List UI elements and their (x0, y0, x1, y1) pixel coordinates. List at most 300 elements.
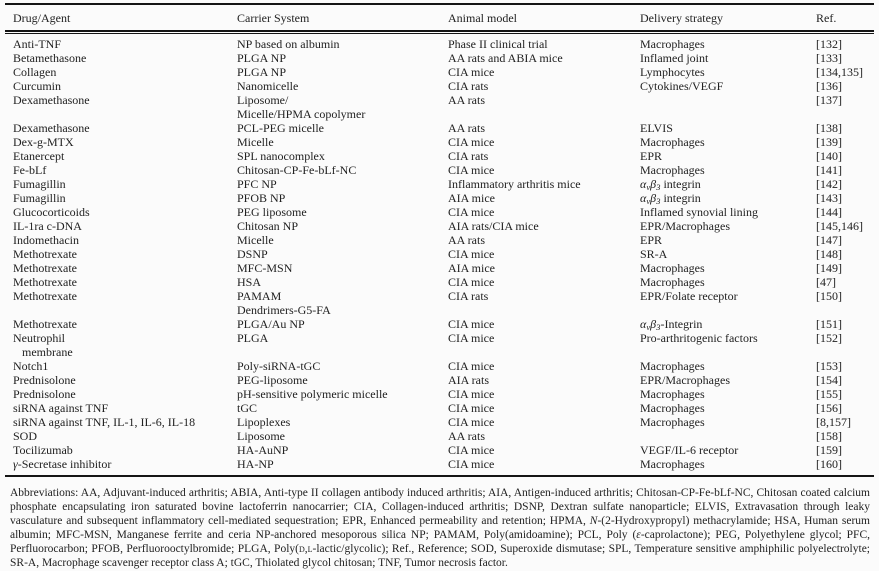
cell-line: [137] (816, 93, 842, 107)
cell-line: Betamethasone (13, 51, 87, 65)
cell-line: CIA mice (448, 401, 495, 415)
cell-ref (816, 163, 874, 177)
table-row (13, 219, 874, 233)
cell-line: AIA rats/CIA mice (448, 219, 539, 233)
cell-carrier-system (237, 149, 448, 163)
cell-carrier-system (237, 261, 448, 275)
cell-carrier-system (237, 37, 448, 51)
table-row (13, 317, 874, 331)
cell-line: SPL nanocomplex (237, 149, 325, 163)
cell-animal-model (448, 443, 640, 457)
cell-animal-model (448, 275, 640, 289)
cell-drug-agent (13, 275, 237, 289)
cell-ref (816, 121, 874, 135)
cell-drug-agent (13, 247, 237, 261)
cell-line: $\alpha_v\beta_3$ integrin (640, 177, 701, 193)
table-row (13, 37, 874, 51)
cell-line: Inflammatory arthritis mice (448, 177, 581, 191)
cell-line: [145,146] (816, 219, 863, 233)
cell-line: Methotrexate (13, 247, 77, 261)
cell-drug-agent (13, 149, 237, 163)
cell-line: Macrophages (640, 261, 705, 275)
cell-ref (816, 387, 874, 401)
cell-line: Curcumin (13, 79, 61, 93)
cell-line: tGC (237, 401, 258, 415)
cell-animal-model (448, 79, 640, 93)
cell-delivery-strategy (640, 387, 816, 401)
cell-ref (816, 401, 874, 415)
column-header-carrier-system: Carrier System (237, 11, 310, 25)
cell-line: pH-sensitive polymeric micelle (237, 387, 388, 401)
cell-line: [151] (816, 317, 842, 331)
cell-line: PFC NP (237, 177, 277, 191)
cell-line: Anti-TNF (13, 37, 61, 51)
cell-animal-model (448, 205, 640, 219)
cell-carrier-system (237, 121, 448, 135)
cell-line: [148] (816, 247, 842, 261)
cell-line: [143] (816, 191, 842, 205)
cell-line: AIA rats (448, 373, 489, 387)
cell-drug-agent (13, 373, 237, 387)
cell-line: Inflamed joint (640, 51, 709, 65)
cell-line: MFC-MSN (237, 261, 293, 275)
cell-delivery-strategy (640, 37, 816, 51)
table-body (5, 34, 874, 475)
cell-line: Methotrexate (13, 275, 77, 289)
cell-line: Phase II clinical trial (448, 37, 548, 51)
cell-line: EPR/Macrophages (640, 373, 730, 387)
cell-ref (816, 261, 874, 275)
cell-carrier-system (237, 331, 448, 345)
table-row (13, 401, 874, 415)
cell-line: Dexamethasone (13, 93, 90, 107)
cell-ref (816, 275, 874, 289)
cell-line: [138] (816, 121, 842, 135)
cell-line: AA rats (448, 233, 485, 247)
cell-line: CIA rats (448, 79, 489, 93)
cell-drug-agent (13, 93, 237, 107)
cell-line: [134,135] (816, 65, 863, 79)
cell-delivery-strategy (640, 233, 816, 247)
table-row (13, 457, 874, 471)
cell-ref (816, 191, 874, 205)
cell-carrier-system (237, 177, 448, 191)
cell-animal-model (448, 373, 640, 387)
cell-animal-model (448, 163, 640, 177)
cell-drug-agent (13, 317, 237, 331)
cell-line: siRNA against TNF (13, 401, 109, 415)
cell-line: [147] (816, 233, 842, 247)
cell-drug-agent (13, 135, 237, 149)
cell-line: Methotrexate (13, 261, 77, 275)
cell-line: Inflamed synovial lining (640, 205, 758, 219)
cell-line: IL-1ra c-DNA (13, 219, 82, 233)
column-header-ref: Ref. (816, 11, 837, 25)
cell-carrier-system (237, 163, 448, 177)
cell-carrier-system (237, 219, 448, 233)
cell-line: [139] (816, 135, 842, 149)
cell-line: Chitosan-CP-Fe-bLf-NC (237, 163, 357, 177)
table-row (13, 177, 874, 191)
cell-carrier-system (237, 51, 448, 65)
cell-line: Prednisolone (13, 387, 76, 401)
cell-carrier-system (237, 317, 448, 331)
cell-line: [150] (816, 289, 842, 303)
table-row (13, 149, 874, 163)
table-bottom-rule (5, 475, 874, 477)
cell-delivery-strategy (640, 331, 816, 345)
cell-delivery-strategy (640, 443, 816, 457)
cell-carrier-system (237, 373, 448, 387)
table-row (13, 373, 874, 387)
table-row (13, 191, 874, 205)
cell-animal-model (448, 331, 640, 345)
cell-delivery-strategy (640, 191, 816, 205)
cell-ref (816, 205, 874, 219)
cell-line: [144] (816, 205, 842, 219)
cell-line: Poly-siRNA-tGC (237, 359, 321, 373)
cell-line: CIA mice (448, 247, 495, 261)
cell-delivery-strategy (640, 93, 816, 107)
cell-line: Dexamethasone (13, 121, 90, 135)
cell-ref (816, 415, 874, 429)
cell-carrier-system (237, 457, 448, 471)
cell-line: Macrophages (640, 37, 705, 51)
cell-delivery-strategy (640, 289, 816, 303)
cell-animal-model (448, 149, 640, 163)
cell-ref (816, 65, 874, 79)
cell-drug-agent (13, 233, 237, 247)
cell-line: Macrophages (640, 275, 705, 289)
cell-line: Neutrophil (13, 331, 65, 345)
cell-line: Liposome/ (237, 93, 289, 107)
cell-delivery-strategy (640, 205, 816, 219)
cell-delivery-strategy (640, 359, 816, 373)
cell-line: [141] (816, 163, 842, 177)
cell-ref (816, 51, 874, 65)
cell-ref (816, 233, 874, 247)
cell-line: AA rats (448, 429, 485, 443)
cell-line: PCL-PEG micelle (237, 121, 324, 135)
cell-ref (816, 135, 874, 149)
cell-line: Fumagillin (13, 177, 66, 191)
cell-drug-agent (13, 65, 237, 79)
cell-drug-agent (13, 121, 237, 135)
cell-line: Indomethacin (13, 233, 79, 247)
table-row (13, 65, 874, 79)
cell-line: [160] (816, 457, 842, 471)
cell-line: [159] (816, 443, 842, 457)
cell-line: Macrophages (640, 415, 705, 429)
cell-line: AA rats and ABIA mice (448, 51, 563, 65)
cell-animal-model (448, 359, 640, 373)
cell-line: siRNA against TNF, IL-1, IL-6, IL-18 (13, 415, 196, 429)
table-row (13, 79, 874, 93)
cell-delivery-strategy (640, 65, 816, 79)
cell-line: $\alpha_v\beta_3$ integrin (640, 191, 701, 207)
cell-line: CIA mice (448, 275, 495, 289)
cell-line: Macrophages (640, 387, 705, 401)
table-row (13, 205, 874, 219)
table-row (13, 135, 874, 149)
cell-animal-model (448, 247, 640, 261)
cell-animal-model (448, 415, 640, 429)
cell-drug-agent (13, 205, 237, 219)
cell-animal-model (448, 233, 640, 247)
cell-line: AA rats (448, 93, 485, 107)
table-row (13, 387, 874, 401)
cell-line: [158] (816, 429, 842, 443)
cell-line: [132] (816, 37, 842, 51)
cell-delivery-strategy (640, 401, 816, 415)
cell-line: [156] (816, 401, 842, 415)
cell-carrier-system (237, 359, 448, 373)
cell-line (640, 93, 816, 107)
cell-animal-model (448, 457, 640, 471)
table-row (13, 429, 874, 443)
cell-ref (816, 359, 874, 373)
cell-carrier-system (237, 247, 448, 261)
cell-delivery-strategy (640, 373, 816, 387)
cell-line: Fumagillin (13, 191, 66, 205)
cell-ref (816, 331, 874, 345)
cell-animal-model (448, 37, 640, 51)
cell-carrier-system (237, 289, 448, 317)
cell-carrier-system (237, 205, 448, 219)
table-row (13, 93, 874, 121)
cell-line: [133] (816, 51, 842, 65)
cell-carrier-system (237, 275, 448, 289)
cell-line: Fe-bLf (13, 163, 47, 177)
cell-drug-agent (13, 289, 237, 303)
cell-animal-model (448, 51, 640, 65)
cell-line: Collagen (13, 65, 57, 79)
cell-line: HA-NP (237, 457, 274, 471)
cell-line: Pro-arthritogenic factors (640, 331, 758, 345)
cell-line: Nanomicelle (237, 79, 299, 93)
cell-line: [155] (816, 387, 842, 401)
table-row (13, 289, 874, 317)
column-header-delivery-strategy: Delivery strategy (640, 11, 723, 25)
cell-line: CIA mice (448, 331, 495, 345)
cell-drug-agent (13, 359, 237, 373)
cell-animal-model (448, 65, 640, 79)
cell-line: AA rats (448, 121, 485, 135)
cell-line: Glucocorticoids (13, 205, 90, 219)
cell-delivery-strategy (640, 51, 816, 65)
cell-line: [152] (816, 331, 842, 345)
cell-line: $\alpha_v\beta_3$-Integrin (640, 317, 703, 333)
table-row (13, 121, 874, 135)
column-header-drug-agent: Drug/Agent (13, 11, 71, 25)
cell-drug-agent (13, 415, 237, 429)
cell-animal-model (448, 429, 640, 443)
cell-line: [136] (816, 79, 842, 93)
cell-line: Etanercept (13, 149, 65, 163)
cell-ref (816, 247, 874, 261)
cell-line: PLGA NP (237, 51, 287, 65)
cell-line: [140] (816, 149, 842, 163)
cell-carrier-system (237, 443, 448, 457)
cell-line: PFOB NP (237, 191, 286, 205)
cell-line: CIA mice (448, 163, 495, 177)
cell-delivery-strategy (640, 275, 816, 289)
cell-ref (816, 93, 874, 107)
cell-drug-agent (13, 51, 237, 65)
abbreviations-footnote: Abbreviations: AA, Adjuvant-induced arthritis; ABIA, Anti-type II collagen antibody induced arthritis; AIA, Antigen-induced arthritis; Chitosan-CP-Fe-bLf-NC, Chitosan coated calcium phosphate encapsulating iron saturated bovine lactoferrin nanocarrier; CIA, Collagen-induced arthritis; DSNP, Dextran sulfate nanoparticle; ELVIS, Extravasation through leaky vasculature and subsequent inflammatory cell-mediated sequestration; EPR, Enhanced permeability and retention; HPMA, N-(2-Hydroxypropyl) methacrylamide; HSA, Human serum albumin; MFC-MSN, Manganese ferrite and ceria NP-anchored mesoporous silica NP; PAMAM, Poly(amidoamine); PCL, Poly (ε-caprolactone); PEG, Polyethylene glycol; PFC, Perfluorocarbon; PFOB, Perfluorooctylbromide; PLGA, Poly(d,l-lactic/glycolic); Ref., Reference; SOD, Superoxide dismutase; SPL, Temperature sensitive amphiphilic polyelectrolyte; SR-A, Macrophage scavenger receptor class A; tGC, Thiolated glycol chitosan; TNF, Tumor necrosis factor. (10, 487, 871, 570)
cell-line: HSA (237, 275, 262, 289)
cell-line: Notch1 (13, 359, 49, 373)
table-row (13, 247, 874, 261)
cell-line: EPR (640, 149, 663, 163)
cell-line: VEGF/IL-6 receptor (640, 443, 739, 457)
cell-line: [153] (816, 359, 842, 373)
cell-line (640, 429, 816, 443)
cell-delivery-strategy (640, 177, 816, 191)
cell-drug-agent (13, 331, 237, 359)
cell-line: ELVIS (640, 121, 673, 135)
cell-delivery-strategy (640, 149, 816, 163)
cell-line: CIA rats (448, 149, 489, 163)
cell-line: Micelle/HPMA copolymer (237, 107, 366, 121)
cell-line: Dex-g-MTX (13, 135, 74, 149)
cell-line: PAMAM (237, 289, 282, 303)
cell-line: Cytokines/VEGF (640, 79, 724, 93)
cell-drug-agent (13, 443, 237, 457)
cell-animal-model (448, 261, 640, 275)
cell-animal-model (448, 387, 640, 401)
cell-line: CIA mice (448, 65, 495, 79)
cell-delivery-strategy (640, 121, 816, 135)
cell-drug-agent (13, 457, 237, 471)
cell-line: Methotrexate (13, 317, 77, 331)
table-row (13, 261, 874, 275)
cell-line: [149] (816, 261, 842, 275)
cell-carrier-system (237, 233, 448, 247)
cell-drug-agent (13, 163, 237, 177)
cell-carrier-system (237, 93, 448, 121)
cell-delivery-strategy (640, 163, 816, 177)
drug-delivery-table (5, 3, 874, 477)
cell-ref (816, 317, 874, 331)
cell-line: Chitosan NP (237, 219, 299, 233)
cell-line: EPR/Macrophages (640, 219, 730, 233)
cell-ref (816, 79, 874, 93)
cell-line: CIA mice (448, 205, 495, 219)
cell-line: Macrophages (640, 163, 705, 177)
cell-line: PEG-liposome (237, 373, 308, 387)
cell-line: Micelle (237, 233, 274, 247)
cell-line: HA-AuNP (237, 443, 289, 457)
cell-line: Prednisolone (13, 373, 76, 387)
cell-drug-agent (13, 387, 237, 401)
cell-ref (816, 373, 874, 387)
cell-line: CIA mice (448, 443, 495, 457)
cell-carrier-system (237, 429, 448, 443)
cell-ref (816, 219, 874, 233)
table-row (13, 415, 874, 429)
cell-line: PLGA (237, 331, 269, 345)
table-row (13, 443, 874, 457)
cell-drug-agent (13, 429, 237, 443)
cell-animal-model (448, 177, 640, 191)
table-row (13, 51, 874, 65)
cell-line: NP based on albumin (237, 37, 340, 51)
cell-line: AIA mice (448, 191, 495, 205)
cell-line: SOD (13, 429, 38, 443)
cell-delivery-strategy (640, 219, 816, 233)
cell-drug-agent (13, 191, 237, 205)
cell-ref (816, 429, 874, 443)
table-row (13, 163, 874, 177)
cell-carrier-system (237, 79, 448, 93)
cell-line: Macrophages (640, 401, 705, 415)
cell-animal-model (448, 191, 640, 205)
cell-line: Tocilizumab (13, 443, 73, 457)
cell-line: CIA mice (448, 415, 495, 429)
cell-delivery-strategy (640, 317, 816, 331)
cell-drug-agent (13, 177, 237, 191)
cell-ref (816, 443, 874, 457)
cell-carrier-system (237, 135, 448, 149)
cell-animal-model (448, 219, 640, 233)
cell-animal-model (448, 401, 640, 415)
cell-line: Dendrimers-G5-FA (237, 303, 331, 317)
cell-line: Macrophages (640, 457, 705, 471)
cell-line: PLGA/Au NP (237, 317, 305, 331)
cell-line: Lymphocytes (640, 65, 705, 79)
cell-line: DSNP (237, 247, 268, 261)
cell-delivery-strategy (640, 415, 816, 429)
cell-animal-model (448, 93, 640, 107)
cell-line: CIA mice (448, 387, 495, 401)
cell-drug-agent (13, 261, 237, 275)
cell-line: Macrophages (640, 135, 705, 149)
cell-line: Micelle (237, 135, 274, 149)
table-row (13, 359, 874, 373)
cell-carrier-system (237, 191, 448, 205)
table-header-row (5, 5, 874, 30)
cell-drug-agent (13, 219, 237, 233)
cell-line: CIA mice (448, 317, 495, 331)
cell-line: Methotrexate (13, 289, 77, 303)
cell-line: [142] (816, 177, 842, 191)
cell-line: AIA mice (448, 261, 495, 275)
cell-line: Lipoplexes (237, 415, 291, 429)
cell-line: CIA mice (448, 359, 495, 373)
cell-delivery-strategy (640, 135, 816, 149)
cell-line: γ-Secretase inhibitor (13, 457, 112, 471)
cell-animal-model (448, 135, 640, 149)
table-row (13, 233, 874, 247)
cell-carrier-system (237, 65, 448, 79)
table-row (13, 275, 874, 289)
cell-ref (816, 177, 874, 191)
cell-delivery-strategy (640, 429, 816, 443)
cell-animal-model (448, 317, 640, 331)
cell-line: CIA mice (448, 135, 495, 149)
cell-delivery-strategy (640, 261, 816, 275)
cell-carrier-system (237, 401, 448, 415)
cell-delivery-strategy (640, 247, 816, 261)
cell-animal-model (448, 121, 640, 135)
cell-drug-agent (13, 401, 237, 415)
cell-ref (816, 149, 874, 163)
cell-delivery-strategy (640, 79, 816, 93)
cell-line: SR-A (640, 247, 668, 261)
cell-carrier-system (237, 387, 448, 401)
cell-delivery-strategy (640, 457, 816, 471)
